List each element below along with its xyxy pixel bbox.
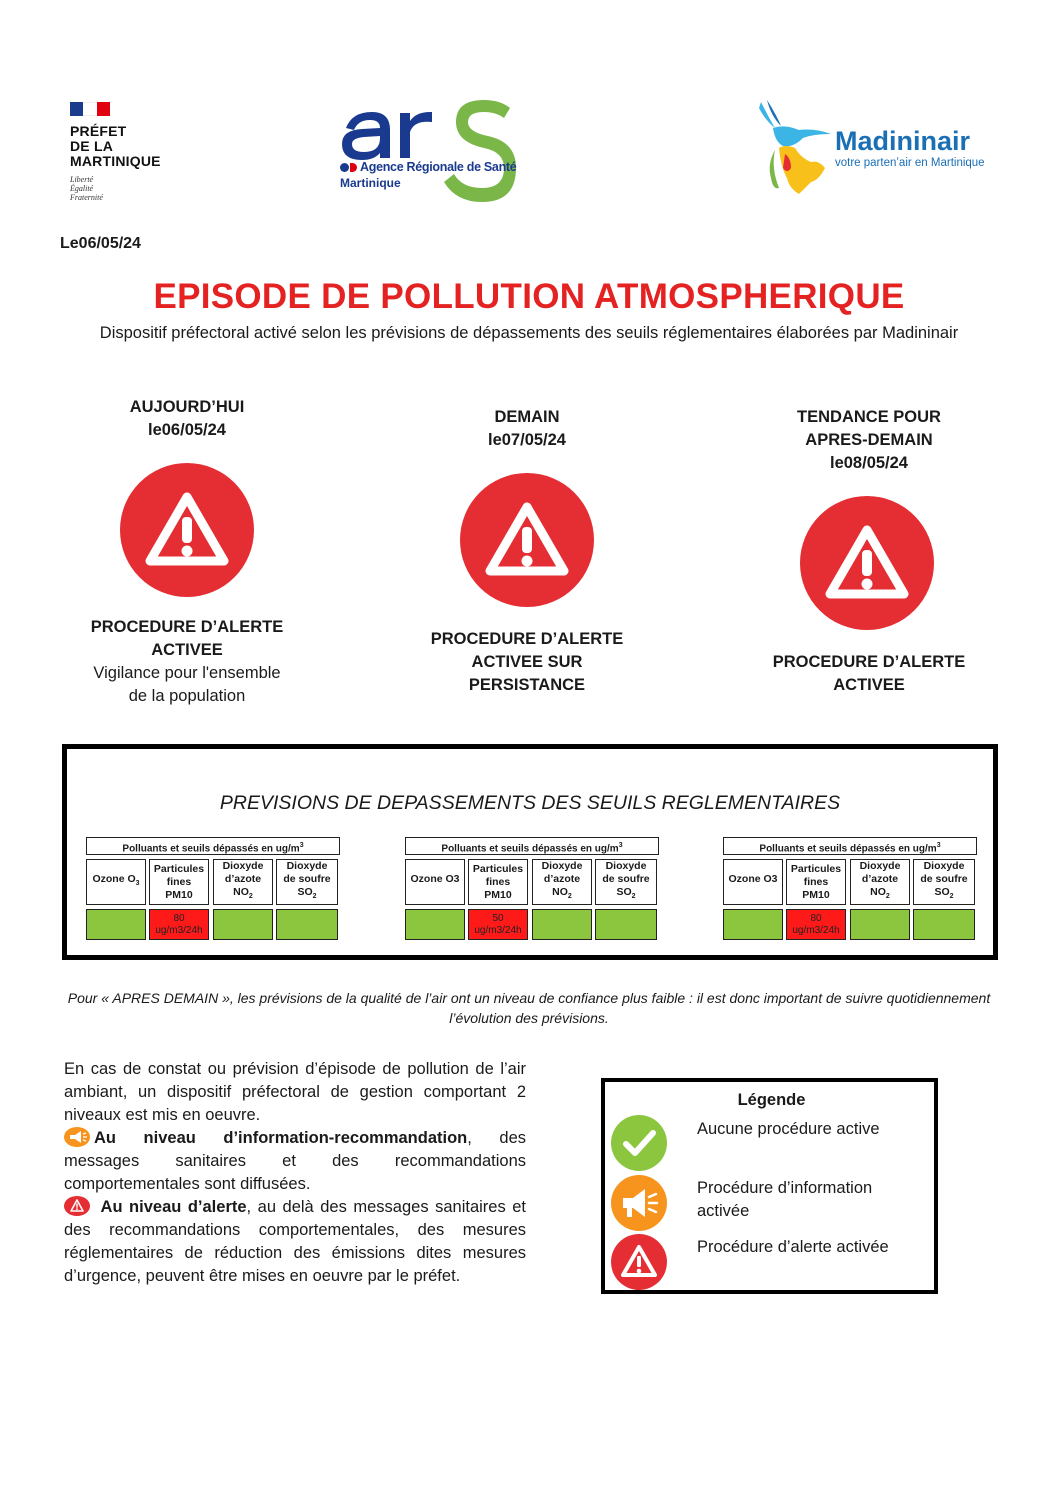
megaphone-icon	[611, 1175, 667, 1231]
pm10-status-cell: 80 ug/m3/24h	[149, 909, 209, 940]
page-subtitle: Dispositif préfectoral activé selon les prévisions de dépassements des seuils réglementaires élaborées par Madininair	[99, 324, 959, 342]
day-label: TENDANCE POUR	[797, 408, 941, 426]
day-label: APRES-DEMAIN	[805, 431, 933, 449]
ozone-status-cell	[86, 909, 146, 940]
madininair-logo	[755, 98, 990, 198]
legend-box	[601, 1078, 938, 1294]
no2-column-header: Dioxyde d’azote $NO_2$	[213, 859, 273, 905]
alert-icon	[800, 496, 934, 630]
ozone-column-header: Ozone O3	[405, 859, 465, 905]
pm10-column-header: Particules fines PM10	[149, 859, 209, 905]
status-line: PROCEDURE D’ALERTE	[772, 653, 966, 671]
alert-icon	[120, 463, 254, 597]
check-icon	[611, 1115, 667, 1171]
status-line: ACTIVEE	[151, 641, 223, 659]
ozone-column-header: Ozone O3	[723, 859, 783, 905]
ars-agency-line	[340, 160, 516, 174]
ozone-status-cell	[405, 909, 465, 940]
day-date: le06/05/24	[148, 421, 226, 439]
madininair-slogan: votre partenʼair en Martinique	[835, 157, 985, 169]
table-header: Polluants et seuils dépassés en $ug/m^3$	[405, 837, 659, 855]
so2-status-cell	[276, 909, 338, 940]
explanation-info-level: Au niveau d’information-recommandation, des messages sanitaires et des recommandations comportementales sont diffusées.	[64, 1129, 527, 1193]
no2-status-cell	[850, 909, 910, 940]
megaphone-icon	[64, 1127, 90, 1147]
status-line: PROCEDURE D’ALERTE	[90, 618, 284, 636]
so2-column-header: Dioxyde de soufre $SO_2$	[913, 859, 975, 905]
status-note: de la population	[128, 687, 246, 705]
legend-title: Légende	[737, 1091, 806, 1109]
status-line: PROCEDURE D’ALERTE	[430, 630, 624, 648]
alert-icon	[611, 1234, 667, 1290]
french-flag-icon	[70, 102, 110, 116]
prefet-name: PRÉFET DE LA MARTINIQUE	[70, 123, 161, 169]
so2-status-cell	[913, 909, 975, 940]
no2-status-cell	[532, 909, 592, 940]
explanation-intro: En cas de constat ou prévision d’épisode de pollution de l’air ambiant, un dispositif préfectoral de gestion comportant 2 niveaux est mis en oeuvre.	[64, 1060, 526, 1124]
day-date: le08/05/24	[830, 454, 908, 472]
madininair-name: Madininair	[835, 126, 971, 156]
day-label: AUJOURD’HUI	[129, 398, 245, 416]
page-title: EPISODE DE POLLUTION ATMOSPHERIQUE	[153, 277, 905, 316]
prefet-logo	[70, 102, 190, 202]
forecast-panel	[62, 744, 998, 960]
ars-region: Martinique	[340, 176, 401, 190]
alert-icon	[460, 473, 594, 607]
status-line: ACTIVEE SUR	[471, 653, 583, 671]
so2-column-header: Dioxyde de soufre $SO_2$	[276, 859, 338, 905]
no2-column-header: Dioxyde d’azote $NO_2$	[532, 859, 592, 905]
forecast-title: PREVISIONS DE DEPASSEMENTS DES SEUILS REGLEMENTAIRES	[219, 792, 841, 814]
pm10-status-cell: 50 ug/m3/24h	[468, 909, 528, 940]
day-after-tomorrow-status	[739, 651, 999, 697]
prefet-motto: Liberté Égalité Fraternité	[70, 175, 103, 202]
table-header: Polluants et seuils dépassés en $ug/m^3$	[723, 837, 977, 855]
day-date: le07/05/24	[488, 431, 566, 449]
status-note: Vigilance pour l'ensemble	[93, 664, 281, 682]
legend-label-none: Aucune procédure active	[697, 1120, 880, 1138]
status-line: ACTIVEE	[833, 676, 905, 694]
day-tomorrow-status	[397, 628, 657, 697]
hummingbird-icon	[755, 98, 835, 198]
legend-label-alert: Procédure d’alerte activée	[697, 1238, 889, 1256]
day-label: DEMAIN	[494, 408, 560, 426]
day-today-status	[57, 616, 317, 708]
ozone-status-cell	[723, 909, 783, 940]
procedure-explanation	[64, 1058, 526, 1288]
no2-status-cell	[213, 909, 273, 940]
so2-status-cell	[595, 909, 657, 940]
status-line: PERSISTANCE	[468, 676, 586, 694]
pm10-column-header: Particules fines PM10	[468, 859, 528, 905]
pm10-column-header: Particules fines PM10	[786, 859, 846, 905]
ozone-column-header: Ozone $O_3$	[86, 859, 146, 905]
table-header: Polluants et seuils dépassés en $ug/m^3$	[86, 837, 340, 855]
legend-label-info: Procédure d’information activée	[697, 1179, 873, 1220]
so2-column-header: Dioxyde de soufre $SO_2$	[595, 859, 657, 905]
day-today-header	[57, 396, 317, 442]
explanation-alert-level: Au niveau d’alerte, au delà des messages sanitaires et des recommandations comportementales, des mesures réglementaires de réduction des émissions dites mesures d’urgence, peuvent être mises en oeuvre par le préfet.	[64, 1198, 526, 1285]
ars-logo	[338, 98, 520, 208]
confidence-note: Pour « APRES DEMAIN », les prévisions de la qualité de l’air ont un niveau de confiance plus faible : il est donc important de suivre quotidiennement l’évolution des prévisions.	[67, 990, 991, 1026]
ars-agency-name: Agence Régionale de Santé	[360, 160, 517, 174]
bulletin-date: Le06/05/24	[60, 235, 141, 252]
pm10-status-cell: 80 ug/m3/24h	[786, 909, 846, 940]
no2-column-header: Dioxyde d’azote $NO_2$	[850, 859, 910, 905]
day-after-tomorrow-header	[739, 406, 999, 475]
day-tomorrow-header	[397, 406, 657, 452]
alert-icon	[64, 1196, 90, 1216]
